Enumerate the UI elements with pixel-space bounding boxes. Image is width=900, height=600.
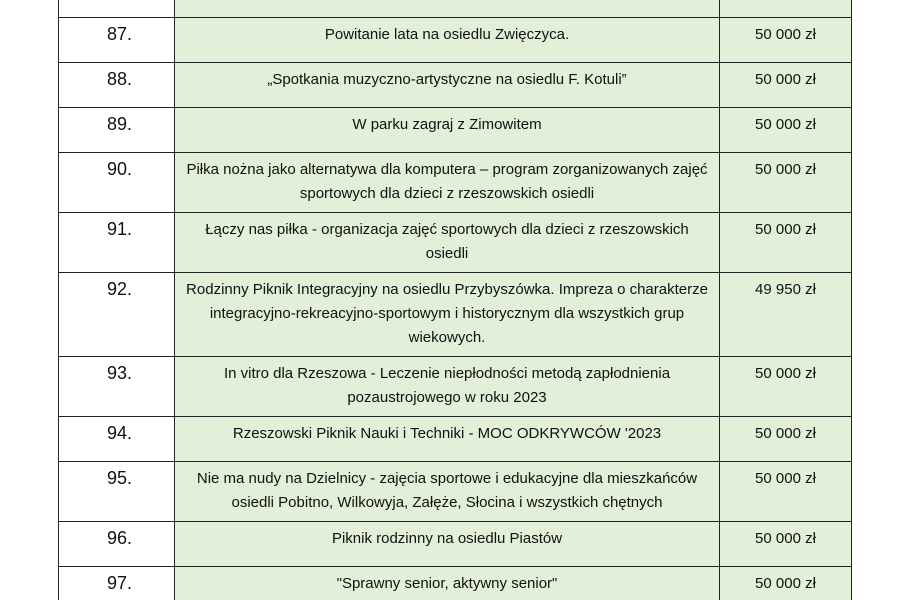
projects-table — [58, 0, 852, 600]
table-row — [59, 567, 852, 600]
project-amount: 50 000 zł — [720, 153, 852, 213]
row-number: 92. — [59, 273, 175, 357]
project-name: Piłka nożna jako alternatywa dla komputera – program zorganizowanych zajęć sportowych dla dzieci z rzeszowskich osiedli — [175, 153, 720, 213]
table-row — [59, 63, 852, 108]
project-amount: 50 000 zł — [720, 63, 852, 108]
project-amount: 50 000 zł — [720, 522, 852, 567]
row-number: 90. — [59, 153, 175, 213]
table-row — [59, 153, 852, 213]
row-number: 87. — [59, 18, 175, 63]
project-amount: 50 000 zł — [720, 462, 852, 522]
project-name: Nie ma nudy na Dzielnicy - zajęcia sportowe i edukacyjne dla mieszkańców osiedli Pobitno, Wilkowyja, Załęże, Słocina i wszystkich chętnych — [175, 462, 720, 522]
project-amount: 50 000 zł — [720, 213, 852, 273]
row-number: 94. — [59, 417, 175, 462]
project-amount: 50 000 zł — [720, 108, 852, 153]
row-number: 95. — [59, 462, 175, 522]
project-name: W parku zagraj z Zimowitem — [175, 108, 720, 153]
project-name — [175, 0, 720, 18]
table-row — [59, 357, 852, 417]
row-number: 89. — [59, 108, 175, 153]
project-name: In vitro dla Rzeszowa - Leczenie niepłodności metodą zapłodnienia pozaustrojowego w roku 2023 — [175, 357, 720, 417]
table-row — [59, 522, 852, 567]
project-amount: 50 000 zł — [720, 357, 852, 417]
row-number: 91. — [59, 213, 175, 273]
row-number: 88. — [59, 63, 175, 108]
project-amount — [720, 0, 852, 18]
row-number: 97. — [59, 567, 175, 600]
project-name: „Spotkania muzyczno-artystyczne na osiedlu F. Kotuli” — [175, 63, 720, 108]
row-number: 96. — [59, 522, 175, 567]
row-number — [59, 0, 175, 18]
project-amount: 49 950 zł — [720, 273, 852, 357]
project-name: Łączy nas piłka - organizacja zajęć sportowych dla dzieci z rzeszowskich osiedli — [175, 213, 720, 273]
table-row — [59, 108, 852, 153]
project-name: Piknik rodzinny na osiedlu Piastów — [175, 522, 720, 567]
table-row — [59, 213, 852, 273]
table-row — [59, 417, 852, 462]
row-number: 93. — [59, 357, 175, 417]
table-row — [59, 273, 852, 357]
project-name: Powitanie lata na osiedlu Zwięczyca. — [175, 18, 720, 63]
table-row — [59, 0, 852, 18]
project-amount: 50 000 zł — [720, 18, 852, 63]
project-amount: 50 000 zł — [720, 417, 852, 462]
project-amount: 50 000 zł — [720, 567, 852, 600]
project-name: Rodzinny Piknik Integracyjny na osiedlu Przybyszówka. Impreza o charakterze integracyjno-rekreacyjno-sportowym i historycznym dla wszystkich grup wiekowych. — [175, 273, 720, 357]
table-row — [59, 462, 852, 522]
table-row — [59, 18, 852, 63]
project-name: "Sprawny senior, aktywny senior" — [175, 567, 720, 600]
project-name: Rzeszowski Piknik Nauki i Techniki - MOC ODKRYWCÓW '2023 — [175, 417, 720, 462]
